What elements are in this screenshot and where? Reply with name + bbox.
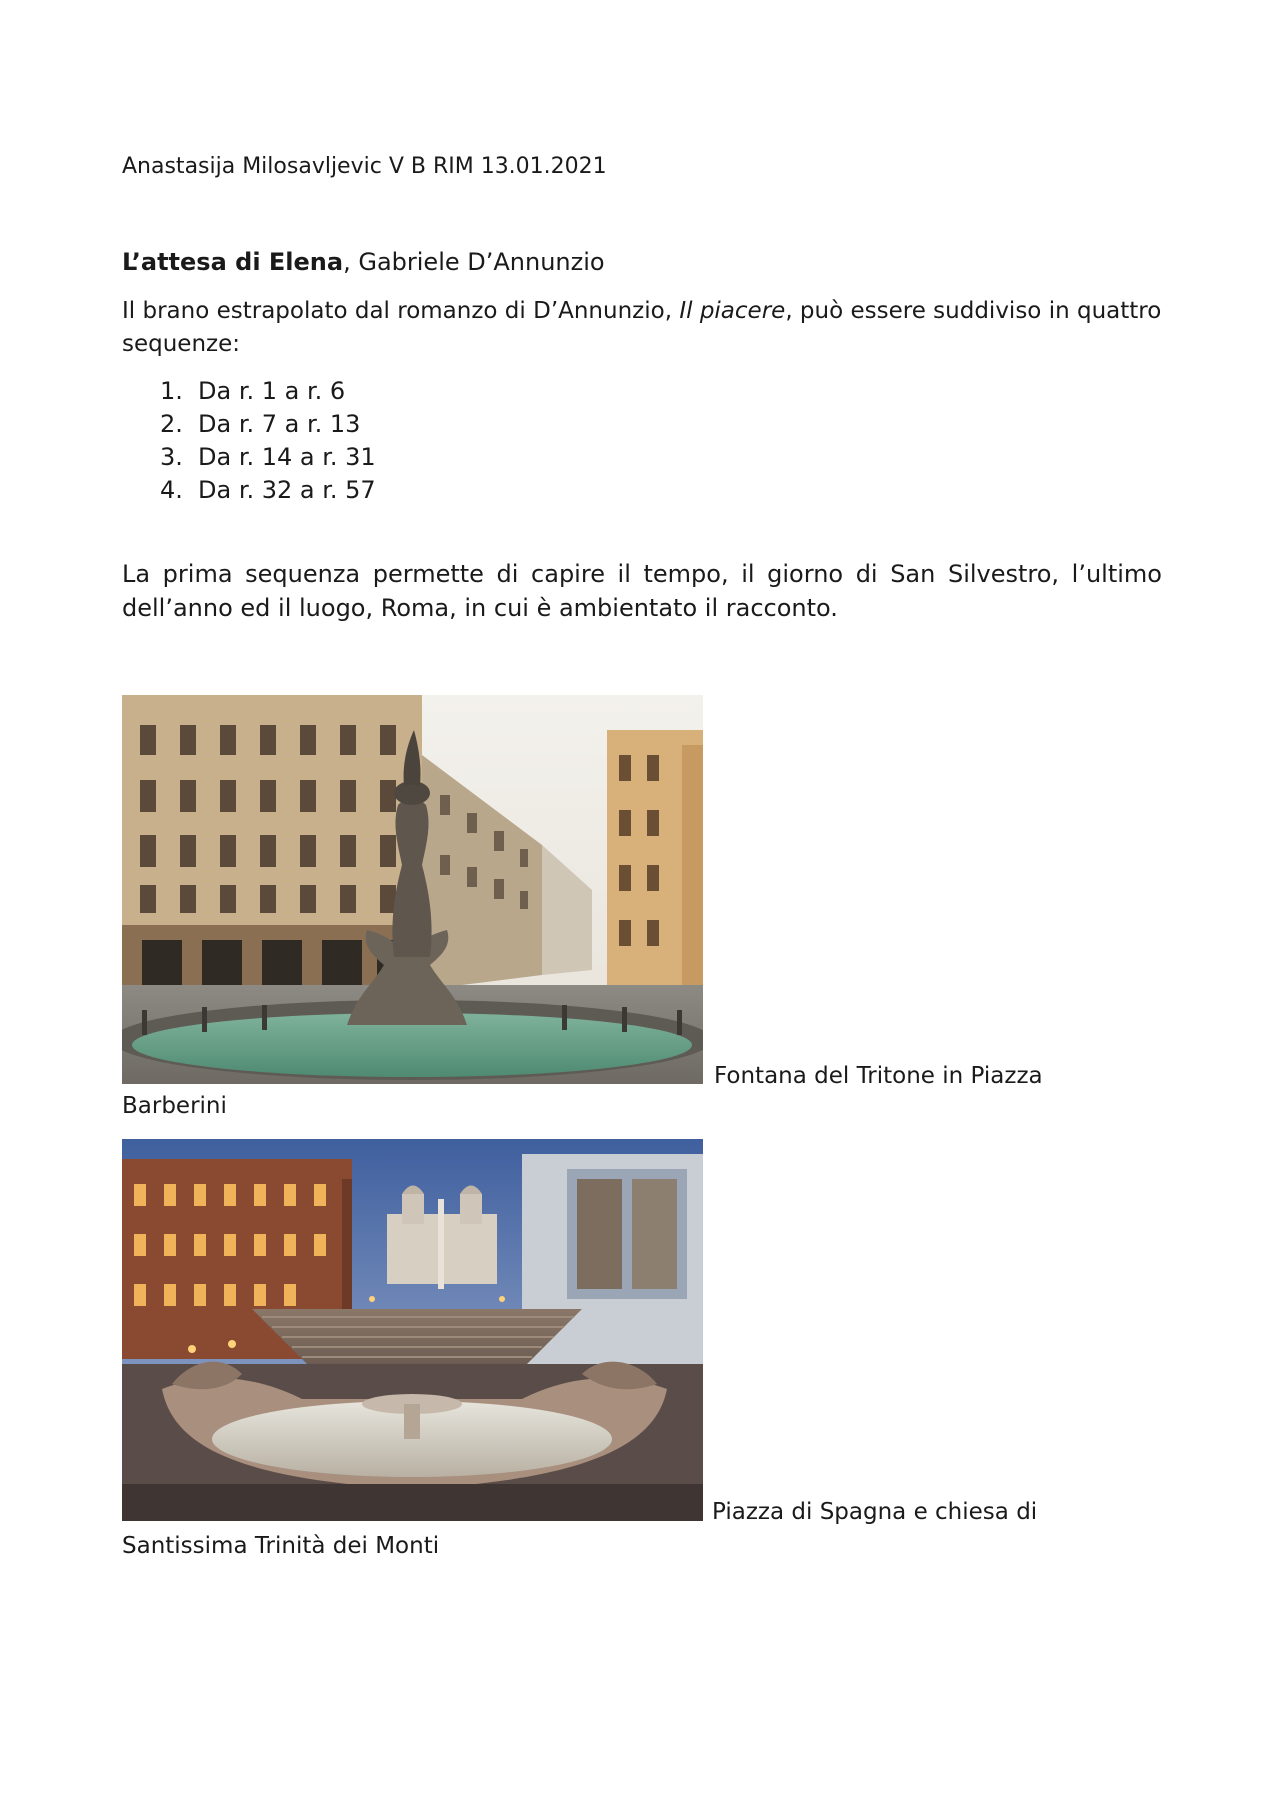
- work-author: Gabriele D’Annunzio: [358, 248, 605, 276]
- photo-piazza-di-spagna: [122, 1139, 703, 1521]
- body-paragraph: La prima sequenza permette di capire il tempo, il giorno di San Silvestro, l’ultimo dell’anno ed il luogo, Roma, in cui è ambientato il racconto.: [122, 560, 1162, 622]
- intro-after: , può essere suddiviso in quattro sequenze:: [122, 298, 1162, 357]
- list-item: [160, 441, 376, 474]
- figure-caption-continued: Barberini: [122, 1093, 227, 1119]
- list-text: Da r. 14 a r. 31: [198, 443, 376, 471]
- novel-title: Il piacere: [679, 298, 786, 324]
- document-title: [122, 246, 605, 279]
- list-number: 1.: [160, 377, 183, 405]
- photo-fontana-del-tritone: [122, 695, 703, 1084]
- work-title: L’attesa di Elena: [122, 248, 344, 276]
- author-date-line: Anastasija Milosavljevic V B RIM 13.01.2021: [122, 154, 607, 179]
- list-text: Da r. 1 a r. 6: [198, 377, 346, 405]
- list-number: 4.: [160, 476, 183, 504]
- list-number: 3.: [160, 443, 183, 471]
- sequence-list: [160, 375, 376, 507]
- list-item: [160, 375, 376, 408]
- figure-caption-continued: Santissima Trinità dei Monti: [122, 1533, 440, 1559]
- list-number: 2.: [160, 410, 183, 438]
- list-item: [160, 474, 376, 507]
- intro-paragraph: [122, 295, 1162, 361]
- figure-caption: Fontana del Tritone in Piazza: [714, 1063, 1043, 1089]
- title-separator: ,: [343, 248, 359, 276]
- list-text: Da r. 7 a r. 13: [198, 410, 361, 438]
- intro-before: Il brano estrapolato dal romanzo di D’Annunzio,: [122, 298, 680, 324]
- list-text: Da r. 32 a r. 57: [198, 476, 376, 504]
- figure-caption: Piazza di Spagna e chiesa di: [712, 1499, 1038, 1525]
- list-item: [160, 408, 376, 441]
